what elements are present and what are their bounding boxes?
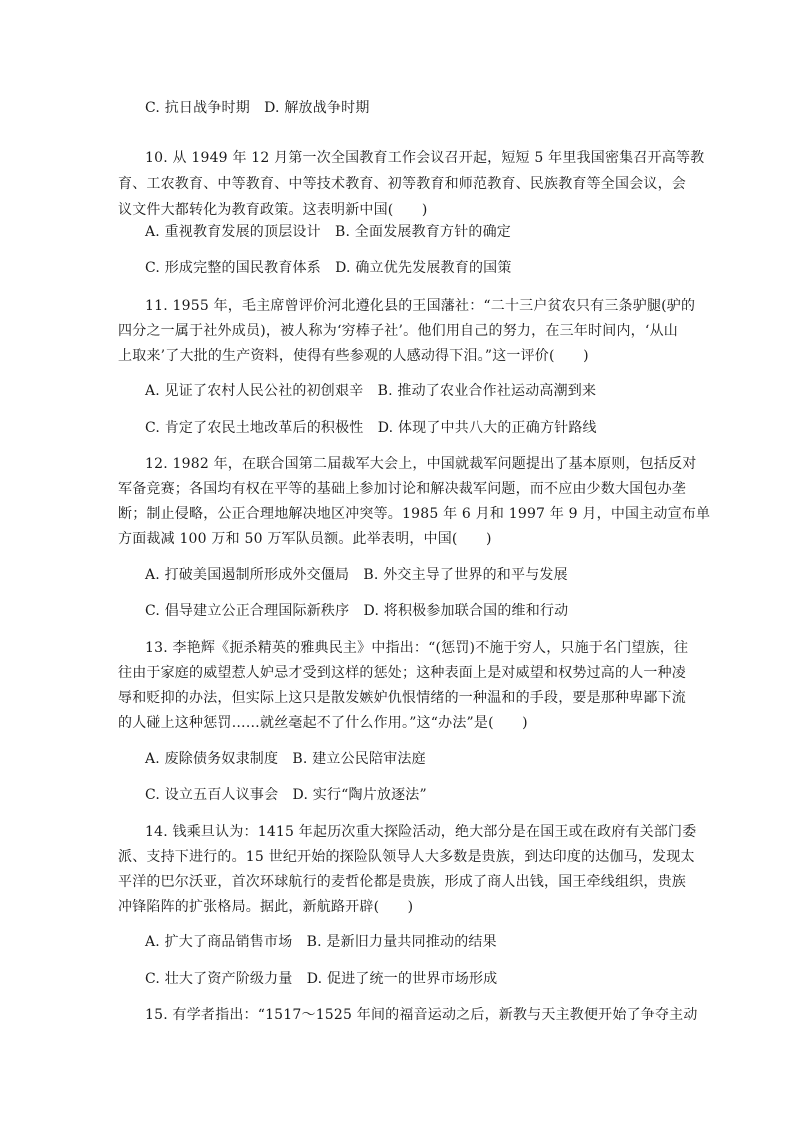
question-text-line: 14. 钱乘旦认为：1415 年起历次重大探险活动，绝大部分是在国王或在政府有关部门委	[145, 824, 697, 840]
option-line: C. 壮大了资产阶级力量 D. 促进了统一的世界市场形成	[145, 971, 498, 987]
option-line: A. 扩大了商品销售市场 B. 是新旧力量共同推动的结果	[145, 934, 497, 950]
question-text-line: 11. 1955 年，毛主席曾评价河北遵化县的王国藩社：“二十三户贫农只有三条驴腿(驴的	[145, 298, 696, 314]
option-line: C. 抗日战争时期 D. 解放战争时期	[145, 100, 370, 116]
question-text-line: 13. 李艳辉《扼杀精英的雅典民主》中指出：“(惩罚)不施于穷人，只施于名门望族，往	[145, 640, 689, 656]
question-text-line: 议文件大都转化为教育政策。这表明新中国( )	[118, 202, 428, 218]
question-text-line: 方面裁减 100 万和 50 万军队员额。此举表明，中国( )	[118, 531, 492, 547]
option-line: A. 打破美国遏制所形成外交僵局 B. 外交主导了世界的和平与发展	[145, 567, 568, 583]
question-text-line: 往由于家庭的威望惹人妒忌才受到这样的惩处；这种表面上是对威望和权势过高的人一种凌	[118, 665, 686, 681]
question-text-line: 15. 有学者指出：“1517～1525 年间的福音运动之后，新教与天主教便开始了争夺主动	[145, 1007, 698, 1023]
question-text-line: 断；制止侵略，公正合理地解决地区冲突等。1985 年 6 月和 1997 年 9 月，中国主动宣布单	[118, 506, 711, 522]
question-text-line: 12. 1982 年，在联合国第二届裁军大会上，中国就裁军问题提出了基本原则，包括反对	[145, 456, 697, 472]
question-text-line: 冲锋陷阵的扩张格局。据此，新航路开辟( )	[118, 899, 414, 915]
question-text-line: 平洋的巴尔沃亚，首次环球航行的麦哲伦都是贵族，形成了商人出钱，国王牵线组织，贵族	[118, 874, 686, 890]
question-text-line: 派、支持下进行的。15 世纪开始的探险队领导人大多数是贵族，到达印度的达伽马，发现太	[118, 849, 695, 865]
question-text-line: 四分之一属于社外成员)，被人称为‘穷棒子社’。他们用自己的努力，在三年时间内，‘从山	[118, 323, 678, 339]
option-line: A. 见证了农村人民公社的初创艰辛 B. 推动了农业合作社运动高潮到来	[145, 383, 597, 399]
option-line: C. 形成完整的国民教育体系 D. 确立优先发展教育的国策	[145, 260, 512, 276]
question-text-line: 辱和贬抑的办法，但实际上这只是散发嫉妒仇恨情绪的一种温和的手段，要是那种卑鄙下流	[118, 690, 686, 706]
question-text-line: 育、工农教育、中等教育、中等技术教育、初等教育和师范教育、民族教育等全国会议，会	[118, 176, 686, 192]
option-line: C. 倡导建立公正合理国际新秩序 D. 将积极参加联合国的维和行动	[145, 603, 569, 619]
question-text-line: 10. 从 1949 年 12 月第一次全国教育工作会议召开起，短短 5 年里我国密集召开高等教	[145, 150, 705, 166]
question-text-line: 上取来’了大批的生产资料，使得有些参观的人感动得下泪。”这一评价( )	[118, 348, 589, 364]
option-line: C. 肯定了农民土地改革后的积极性 D. 体现了中共八大的正确方针路线	[145, 420, 597, 436]
option-line: A. 废除债务奴隶制度 B. 建立公民陪审法庭	[145, 751, 426, 767]
question-text-line: 军备竞赛；各国均有权在平等的基础上参加讨论和解决裁军问题，而不应由少数大国包办垄	[118, 481, 686, 497]
question-text-line: 的人碰上这种惩罚……就丝毫起不了什么作用。”这“办法”是( )	[118, 715, 528, 731]
option-line: A. 重视教育发展的顶层设计 B. 全面发展教育方针的确定	[145, 224, 511, 240]
option-line: C. 设立五百人议事会 D. 实行“陶片放逐法”	[145, 787, 427, 803]
